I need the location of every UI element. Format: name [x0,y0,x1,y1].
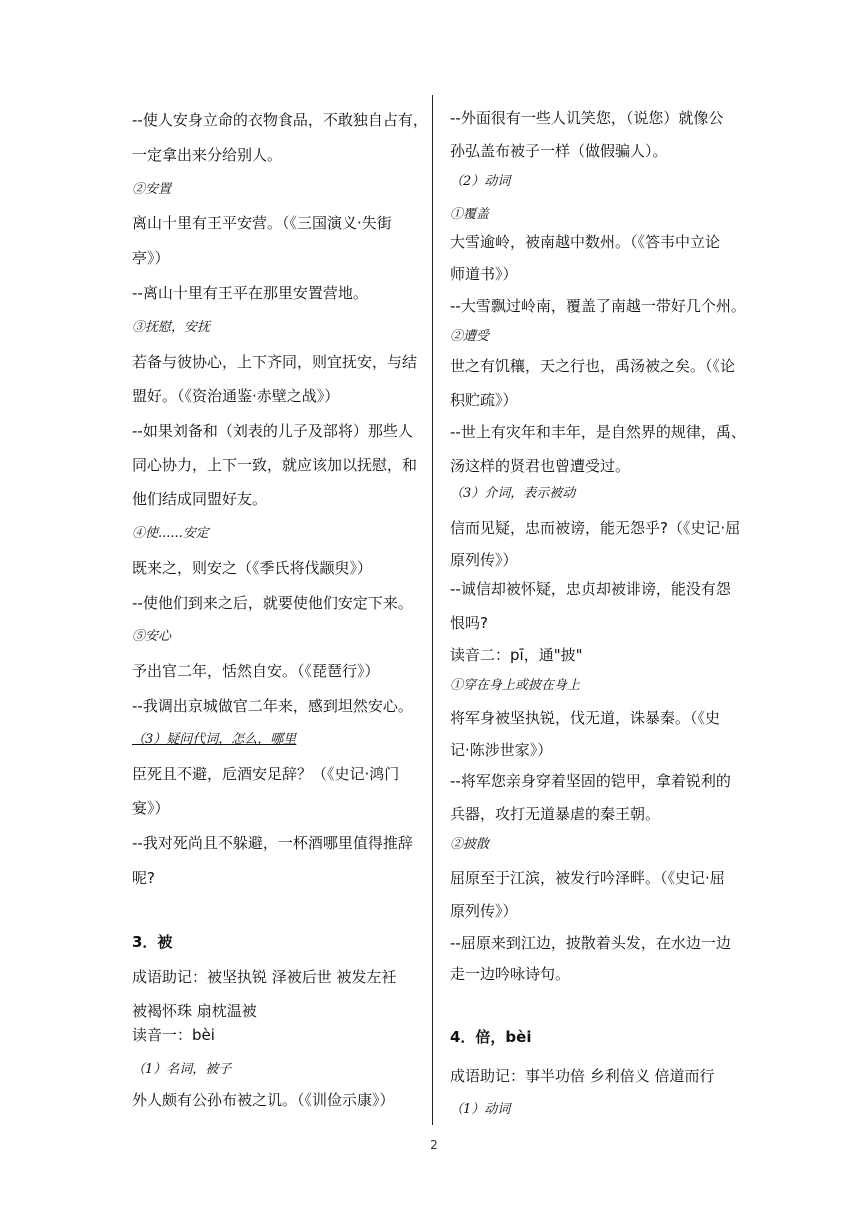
left-text-line: --使人安身立命的衣物食品，不敢独自占有， [132,111,428,129]
left-text-line: 3．被 [132,933,173,951]
left-text-line: --使他们到来之后，就要使他们安定下来。 [132,594,413,612]
left-text-line: ④使......安定 [132,526,209,541]
right-text-line: --大雪飘过岭南，覆盖了南越一带好几个州。 [450,297,746,315]
right-text-line: （1）动词 [450,1102,511,1117]
right-text-line: 屈原至于江滨，被发行吟泽畔。（《史记·屈 [450,869,725,887]
right-text-line: 读音二：pī，通"披" [450,646,583,664]
right-text-line: 信而见疑，忠而被谤，能无怨乎?（《史记·屈 [450,519,741,537]
right-text-line: 师道书》） [450,265,518,283]
right-text-line: （2）动词 [450,174,511,189]
left-text-line: --我对死尚且不躲避，一杯酒哪里值得推辞 [132,834,413,852]
right-text-line: 汤这样的贤君也曾遭受过。 [450,457,631,475]
right-text-line: --屈原来到江边，披散着头发，在水边一边 [450,934,731,952]
left-text-line: 呢? [132,869,155,887]
left-text-line: 既来之，则安之（《季氏将伐颛臾》） [132,559,373,577]
left-text-line: --如果刘备和（刘表的儿子及部将）那些人 [132,422,413,440]
left-text-line: ⑤安心 [132,629,172,644]
right-text-line: 恨吗? [450,614,488,632]
left-text-line: 他们结成同盟好友。 [132,490,268,508]
left-text-line: ③抚慰，安抚 [132,320,211,335]
left-text-line: 外人颇有公孙布被之讥。（《训俭示康》） [132,1091,395,1109]
right-text-line: 积贮疏》） [450,391,518,409]
right-text-line: ②披散 [450,837,490,852]
page-number: 2 [430,1138,438,1152]
left-text-line: 被褐怀珠 扇枕温被 [132,1002,257,1020]
left-text-line: ②安置 [132,182,172,197]
right-text-line: --世上有灾年和丰年，是自然界的规律，禹、 [450,423,746,441]
left-text-line: 臣死且不避，卮酒安足辞？（《史记·鸿门 [132,765,400,783]
right-text-line: 将军身被坚执锐，伐无道，诛暴秦。（《史 [450,709,721,727]
left-text-line: 予出官二年，恬然自安。（《琵琶行》） [132,662,380,680]
right-text-line: --诚信却被怀疑，忠贞却被诽谤，能没有怨 [450,580,731,598]
left-text-line: 宴》） [132,799,170,817]
right-text-line: --外面很有一些人讥笑您，（说您）就像公 [450,109,724,127]
left-text-line: 盟好。（《资治通鉴·赤壁之战》） [132,387,340,405]
left-text-line: （1）名词，被子 [132,1062,232,1077]
right-text-line: （3）介词，表示被动 [450,486,576,501]
left-text-line: 成语助记：被坚执锐 泽被后世 被发左衽 [132,968,397,986]
right-text-line: ②遭受 [450,329,490,344]
left-text-line: 离山十里有王平安营。（《三国演义·失街 [132,214,392,232]
right-text-line: 兵器，攻打无道暴虐的秦王朝。 [450,805,661,823]
right-text-line: 走一边吟咏诗句。 [450,965,571,983]
left-text-line: 若备与彼协心，上下齐同，则宜抚安，与结 [132,353,418,371]
right-text-line: 成语助记：事半功倍 乡利倍义 倍道而行 [450,1067,715,1085]
right-text-line: --将军您亲身穿着坚固的铠甲，拿着锐利的 [450,772,731,790]
right-text-line: 原列传》） [450,551,518,569]
right-text-line: ①穿在身上或披在身上 [450,678,581,693]
right-text-line: ①覆盖 [450,207,490,222]
left-text-line: 亭》） [132,249,170,267]
right-text-line: 孙弘盖布被子一样（做假骗人）。 [450,142,668,160]
right-text-line: 大雪逾岭，被南越中数州。（《答韦中立论 [450,233,721,251]
right-text-line: 4．倍，bèi [450,1028,532,1046]
left-text-line: --离山十里有王平在那里安置营地。 [132,284,368,302]
left-text-line: --我调出京城做官二年来，感到坦然安心。 [132,697,413,715]
column-divider [432,95,433,1125]
right-text-line: 世之有饥穰，天之行也，禹汤被之矣。（《论 [450,357,736,375]
left-text-line: （3）疑问代词，怎么，哪里 [132,732,297,747]
right-text-line: 原列传》） [450,902,518,920]
left-text-line: 同心协力，上下一致，就应该加以抚慰，和 [132,456,418,474]
left-text-line: 一定拿出来分给别人。 [132,146,283,164]
right-text-line: 记·陈涉世家》） [450,741,553,759]
left-text-line: 读音一：bèi [132,1026,215,1044]
